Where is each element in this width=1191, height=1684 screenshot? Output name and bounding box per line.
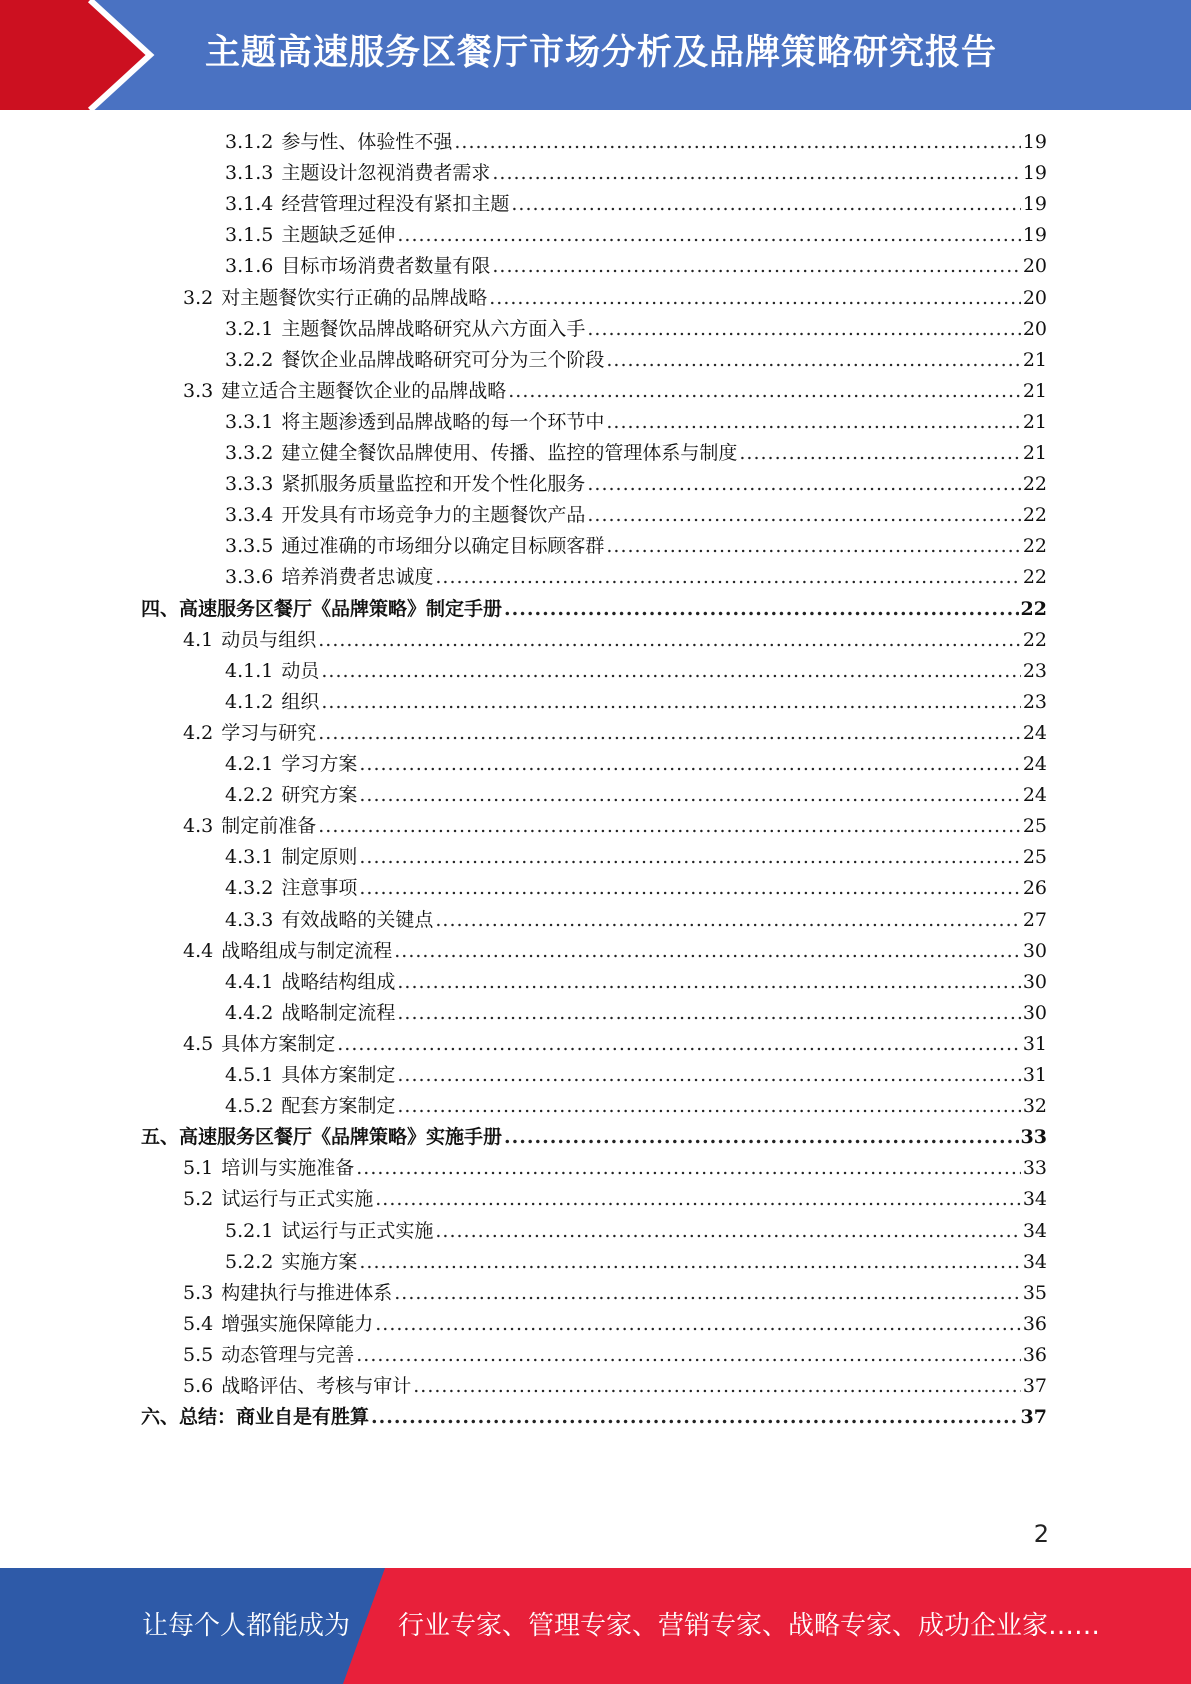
toc-entry-number: 4.3.1 <box>225 846 274 868</box>
toc-entry-page: 37 <box>1020 1406 1047 1428</box>
toc-leader-dots <box>394 936 1021 967</box>
toc-entry-number: 4.2.2 <box>225 784 274 806</box>
toc-entry[interactable] <box>183 718 1047 749</box>
toc-leader-dots <box>489 283 1021 314</box>
toc-leader-dots <box>587 469 1020 500</box>
toc-entry-number: 5.2.2 <box>225 1251 274 1273</box>
toc-entry-title: 对主题餐饮实行正确的品牌战略 <box>221 287 488 309</box>
toc-leader-dots <box>454 127 1020 158</box>
toc-entry[interactable] <box>183 625 1047 656</box>
toc-entry-title: 具体方案制定 <box>281 1064 396 1086</box>
toc-entry-number: 5.5 <box>183 1344 214 1366</box>
toc-entry[interactable] <box>183 283 1047 314</box>
toc-entry-number: 4.2 <box>183 722 214 744</box>
toc-entry-title: 动态管理与完善 <box>221 1344 355 1366</box>
toc-entry-number: 4.1 <box>183 629 214 651</box>
toc-entry[interactable] <box>183 1029 1047 1060</box>
toc-entry[interactable] <box>225 314 1047 345</box>
toc-entry-title: 制定原则 <box>281 846 358 868</box>
toc-entry-title: 紧抓服务质量监控和开发个性化服务 <box>281 473 586 495</box>
toc-entry-number: 3.2 <box>183 287 214 309</box>
toc-entry[interactable] <box>141 1402 1047 1433</box>
toc-entry-page: 19 <box>1022 193 1047 215</box>
toc-entry-page: 25 <box>1022 846 1047 868</box>
toc-entry[interactable] <box>183 1340 1047 1371</box>
toc-entry-title: 参与性、体验性不强 <box>281 131 453 153</box>
toc-entry-page: 22 <box>1022 566 1047 588</box>
toc-entry[interactable] <box>225 407 1047 438</box>
toc-entry-number: 5.6 <box>183 1375 214 1397</box>
toc-entry-page: 20 <box>1022 318 1047 340</box>
toc-entry[interactable] <box>225 500 1047 531</box>
document-title: 主题高速服务区餐厅市场分析及品牌策略研究报告 <box>205 33 998 73</box>
toc-entry[interactable] <box>183 1278 1047 1309</box>
toc-entry-title: 实施方案 <box>281 1251 358 1273</box>
toc-leader-dots <box>511 189 1020 220</box>
toc-entry-title: 制定前准备 <box>221 815 317 837</box>
toc-entry-number: 3.3.5 <box>225 535 274 557</box>
toc-leader-dots <box>321 656 1020 687</box>
toc-leader-dots <box>397 1091 1020 1122</box>
toc-entry[interactable] <box>225 998 1047 1029</box>
toc-entry-page: 20 <box>1022 287 1047 309</box>
footer-slogan-left: 让每个人都能成为 <box>142 1611 351 1641</box>
toc-entry-number: 3.2.2 <box>225 349 274 371</box>
toc-leader-dots <box>435 562 1020 593</box>
toc-entry-page: 19 <box>1022 224 1047 246</box>
toc-leader-dots <box>587 314 1020 345</box>
toc-entry[interactable] <box>225 1091 1047 1122</box>
toc-entry-title: 试运行与正式实施 <box>221 1188 374 1210</box>
toc-entry-number: 5.1 <box>183 1157 214 1179</box>
toc-leader-dots <box>435 905 1020 936</box>
toc-entry-page: 31 <box>1022 1033 1047 1055</box>
toc-entry-page: 23 <box>1022 660 1047 682</box>
toc-leader-dots <box>435 1216 1020 1247</box>
toc-entry-title: 五、高速服务区餐厅《品牌策略》实施手册 <box>141 1126 503 1148</box>
toc-entry-title: 战略组成与制定流程 <box>221 940 393 962</box>
toc-leader-dots <box>606 407 1020 438</box>
toc-entry[interactable] <box>225 127 1047 158</box>
toc-entry[interactable] <box>225 220 1047 251</box>
toc-entry-page: 22 <box>1022 473 1047 495</box>
toc-entry-page: 24 <box>1022 784 1047 806</box>
toc-entry-page: 31 <box>1022 1064 1047 1086</box>
header-arrow-graphic <box>0 0 160 110</box>
toc-entry[interactable] <box>225 469 1047 500</box>
toc-leader-dots <box>394 1278 1021 1309</box>
toc-leader-dots <box>375 1309 1021 1340</box>
header-red-arrow <box>0 0 150 110</box>
toc-entry-number: 4.1.1 <box>225 660 274 682</box>
toc-entry-number: 5.3 <box>183 1282 214 1304</box>
toc-leader-dots <box>606 531 1020 562</box>
toc-entry-title: 六、总结：商业自是有胜算 <box>141 1406 370 1428</box>
toc-entry-page: 21 <box>1022 442 1047 464</box>
toc-entry[interactable] <box>225 656 1047 687</box>
toc-entry-number: 3.1.5 <box>225 224 274 246</box>
toc-leader-dots <box>359 873 1020 904</box>
toc-leader-dots <box>504 594 1019 625</box>
toc-entry-number: 4.3 <box>183 815 214 837</box>
toc-leader-dots <box>359 842 1020 873</box>
toc-entry[interactable] <box>225 780 1047 811</box>
toc-entry-page: 22 <box>1022 535 1047 557</box>
toc-entry[interactable] <box>183 936 1047 967</box>
toc-leader-dots <box>587 500 1020 531</box>
toc-entry-title: 建立适合主题餐饮企业的品牌战略 <box>221 380 507 402</box>
toc-entry-number: 4.5.2 <box>225 1095 274 1117</box>
toc-entry-title: 战略评估、考核与审计 <box>221 1375 412 1397</box>
toc-entry[interactable] <box>141 594 1047 625</box>
toc-entry-page: 34 <box>1022 1188 1047 1210</box>
toc-entry-number: 4.4.2 <box>225 1002 274 1024</box>
toc-entry-number: 4.2.1 <box>225 753 274 775</box>
toc-entry[interactable] <box>225 438 1047 469</box>
toc-entry-title: 经营管理过程没有紧扣主题 <box>281 193 510 215</box>
toc-leader-dots <box>508 376 1021 407</box>
toc-entry-page: 24 <box>1022 753 1047 775</box>
toc-entry-page: 22 <box>1022 629 1047 651</box>
toc-entry-number: 4.4.1 <box>225 971 274 993</box>
toc-entry-page: 21 <box>1022 349 1047 371</box>
toc-entry[interactable] <box>225 189 1047 220</box>
toc-entry-number: 4.3.2 <box>225 877 274 899</box>
toc-entry-title: 主题设计忽视消费者需求 <box>281 162 491 184</box>
toc-leader-dots <box>371 1402 1019 1433</box>
toc-leader-dots <box>318 625 1021 656</box>
toc-entry-title: 培养消费者忠诚度 <box>281 566 434 588</box>
toc-entry-number: 3.3 <box>183 380 214 402</box>
toc-entry[interactable] <box>225 562 1047 593</box>
toc-entry-title: 试运行与正式实施 <box>281 1220 434 1242</box>
toc-entry-page: 30 <box>1022 940 1047 962</box>
toc-leader-dots <box>359 1247 1020 1278</box>
toc-entry-number: 3.3.1 <box>225 411 274 433</box>
toc-leader-dots <box>606 345 1020 376</box>
toc-entry[interactable] <box>183 1184 1047 1215</box>
toc-leader-dots <box>318 811 1021 842</box>
toc-entry-number: 3.1.3 <box>225 162 274 184</box>
footer-bar <box>0 1568 1191 1684</box>
toc-entry[interactable] <box>225 531 1047 562</box>
toc-entry-page: 20 <box>1022 255 1047 277</box>
toc-entry[interactable] <box>225 687 1047 718</box>
footer-slogan-right: 行业专家、管理专家、营销专家、战略专家、成功企业家…… <box>398 1611 1101 1641</box>
toc-leader-dots <box>397 220 1020 251</box>
toc-entry-number: 3.3.2 <box>225 442 274 464</box>
toc-entry-page: 21 <box>1022 380 1047 402</box>
toc-entry-number: 3.3.3 <box>225 473 274 495</box>
toc-entry-page: 22 <box>1022 504 1047 526</box>
toc-leader-dots <box>318 718 1021 749</box>
toc-entry-title: 增强实施保障能力 <box>221 1313 374 1335</box>
toc-leader-dots <box>356 1153 1021 1184</box>
toc-entry-title: 主题缺乏延伸 <box>281 224 396 246</box>
toc-leader-dots <box>397 967 1020 998</box>
page-number: 2 <box>1033 1520 1049 1548</box>
toc-entry[interactable] <box>183 811 1047 842</box>
toc-entry[interactable] <box>183 376 1047 407</box>
toc-leader-dots <box>359 780 1020 811</box>
toc-entry-number: 3.1.4 <box>225 193 274 215</box>
toc-entry-title: 目标市场消费者数量有限 <box>281 255 491 277</box>
toc-entry-page: 23 <box>1022 691 1047 713</box>
toc-entry[interactable] <box>183 1309 1047 1340</box>
toc-entry-title: 研究方案 <box>281 784 358 806</box>
header-bar <box>0 0 1191 110</box>
toc-entry[interactable] <box>225 345 1047 376</box>
toc-entry-page: 19 <box>1022 162 1047 184</box>
toc-entry-title: 四、高速服务区餐厅《品牌策略》制定手册 <box>141 598 503 620</box>
toc-leader-dots <box>397 1060 1020 1091</box>
toc-entry-title: 配套方案制定 <box>281 1095 396 1117</box>
toc-entry-number: 4.5.1 <box>225 1064 274 1086</box>
toc-entry-number: 4.3.3 <box>225 909 274 931</box>
toc-entry-title: 学习方案 <box>281 753 358 775</box>
toc-entry-page: 26 <box>1022 877 1047 899</box>
toc-entry-page: 22 <box>1020 598 1047 620</box>
toc-entry-page: 24 <box>1022 722 1047 744</box>
toc-entry[interactable] <box>225 158 1047 189</box>
toc-entry[interactable] <box>225 905 1047 936</box>
toc-entry-title: 建立健全餐饮品牌使用、传播、监控的管理体系与制度 <box>281 442 738 464</box>
toc-entry[interactable] <box>225 842 1047 873</box>
toc-entry-title: 动员 <box>281 660 320 682</box>
toc-entry[interactable] <box>225 749 1047 780</box>
toc-entry-page: 35 <box>1022 1282 1047 1304</box>
toc-leader-dots <box>356 1340 1021 1371</box>
toc-entry-page: 27 <box>1022 909 1047 931</box>
toc-entry-title: 学习与研究 <box>221 722 317 744</box>
toc-entry-title: 通过准确的市场细分以确定目标顾客群 <box>281 535 605 557</box>
toc-entry[interactable] <box>183 1153 1047 1184</box>
toc-leader-dots <box>504 1122 1019 1153</box>
toc-leader-dots <box>375 1184 1021 1215</box>
toc-entry[interactable] <box>225 1216 1047 1247</box>
toc-entry-page: 34 <box>1022 1220 1047 1242</box>
toc-leader-dots <box>337 1029 1021 1060</box>
toc-entry[interactable] <box>225 1247 1047 1278</box>
toc-entry-number: 4.4 <box>183 940 214 962</box>
toc-entry-title: 培训与实施准备 <box>221 1157 355 1179</box>
toc-entry-page: 30 <box>1022 1002 1047 1024</box>
toc-entry-number: 3.1.6 <box>225 255 274 277</box>
toc-leader-dots <box>492 158 1020 189</box>
toc-leader-dots <box>413 1371 1021 1402</box>
toc-leader-dots <box>492 251 1020 282</box>
toc-leader-dots <box>739 438 1020 469</box>
toc-entry[interactable] <box>225 967 1047 998</box>
toc-entry-number: 3.2.1 <box>225 318 274 340</box>
toc-entry-title: 餐饮企业品牌战略研究可分为三个阶段 <box>281 349 605 371</box>
toc-entry-number: 4.1.2 <box>225 691 274 713</box>
toc-entry-title: 有效战略的关键点 <box>281 909 434 931</box>
toc-entry-title: 组织 <box>281 691 320 713</box>
toc-entry-title: 构建执行与推进体系 <box>221 1282 393 1304</box>
toc-entry-number: 5.2.1 <box>225 1220 274 1242</box>
toc-entry-page: 19 <box>1022 131 1047 153</box>
toc-entry-title: 战略制定流程 <box>281 1002 396 1024</box>
toc-entry-page: 36 <box>1022 1344 1047 1366</box>
toc-entry-number: 5.2 <box>183 1188 214 1210</box>
toc-entry-number: 3.3.6 <box>225 566 274 588</box>
toc-entry-title: 动员与组织 <box>221 629 317 651</box>
toc-entry-page: 32 <box>1022 1095 1047 1117</box>
toc-entry-page: 34 <box>1022 1251 1047 1273</box>
toc-entry-number: 3.3.4 <box>225 504 274 526</box>
toc-entry-page: 36 <box>1022 1313 1047 1335</box>
toc-entry-page: 33 <box>1020 1126 1047 1148</box>
toc-entry-title: 将主题渗透到品牌战略的每一个环节中 <box>281 411 605 433</box>
toc-entry-page: 21 <box>1022 411 1047 433</box>
toc-entry-page: 33 <box>1022 1157 1047 1179</box>
toc-entry-page: 30 <box>1022 971 1047 993</box>
toc-entry-title: 注意事项 <box>281 877 358 899</box>
toc-entry[interactable] <box>183 1371 1047 1402</box>
toc-entry-title: 具体方案制定 <box>221 1033 336 1055</box>
toc-entry-number: 4.5 <box>183 1033 214 1055</box>
toc-entry-number: 3.1.2 <box>225 131 274 153</box>
toc-entry[interactable] <box>225 873 1047 904</box>
toc-leader-dots <box>321 687 1020 718</box>
toc-entry-page: 25 <box>1022 815 1047 837</box>
toc-entry[interactable] <box>225 251 1047 282</box>
toc-entry-page: 37 <box>1022 1375 1047 1397</box>
toc-leader-dots <box>397 998 1020 1029</box>
toc-entry-title: 战略结构组成 <box>281 971 396 993</box>
toc-leader-dots <box>359 749 1020 780</box>
toc-entry[interactable] <box>141 1122 1047 1153</box>
toc-entry-title: 开发具有市场竞争力的主题餐饮产品 <box>281 504 586 526</box>
toc-entry[interactable] <box>225 1060 1047 1091</box>
toc-entry-number: 5.4 <box>183 1313 214 1335</box>
toc-entry-title: 主题餐饮品牌战略研究从六方面入手 <box>281 318 586 340</box>
